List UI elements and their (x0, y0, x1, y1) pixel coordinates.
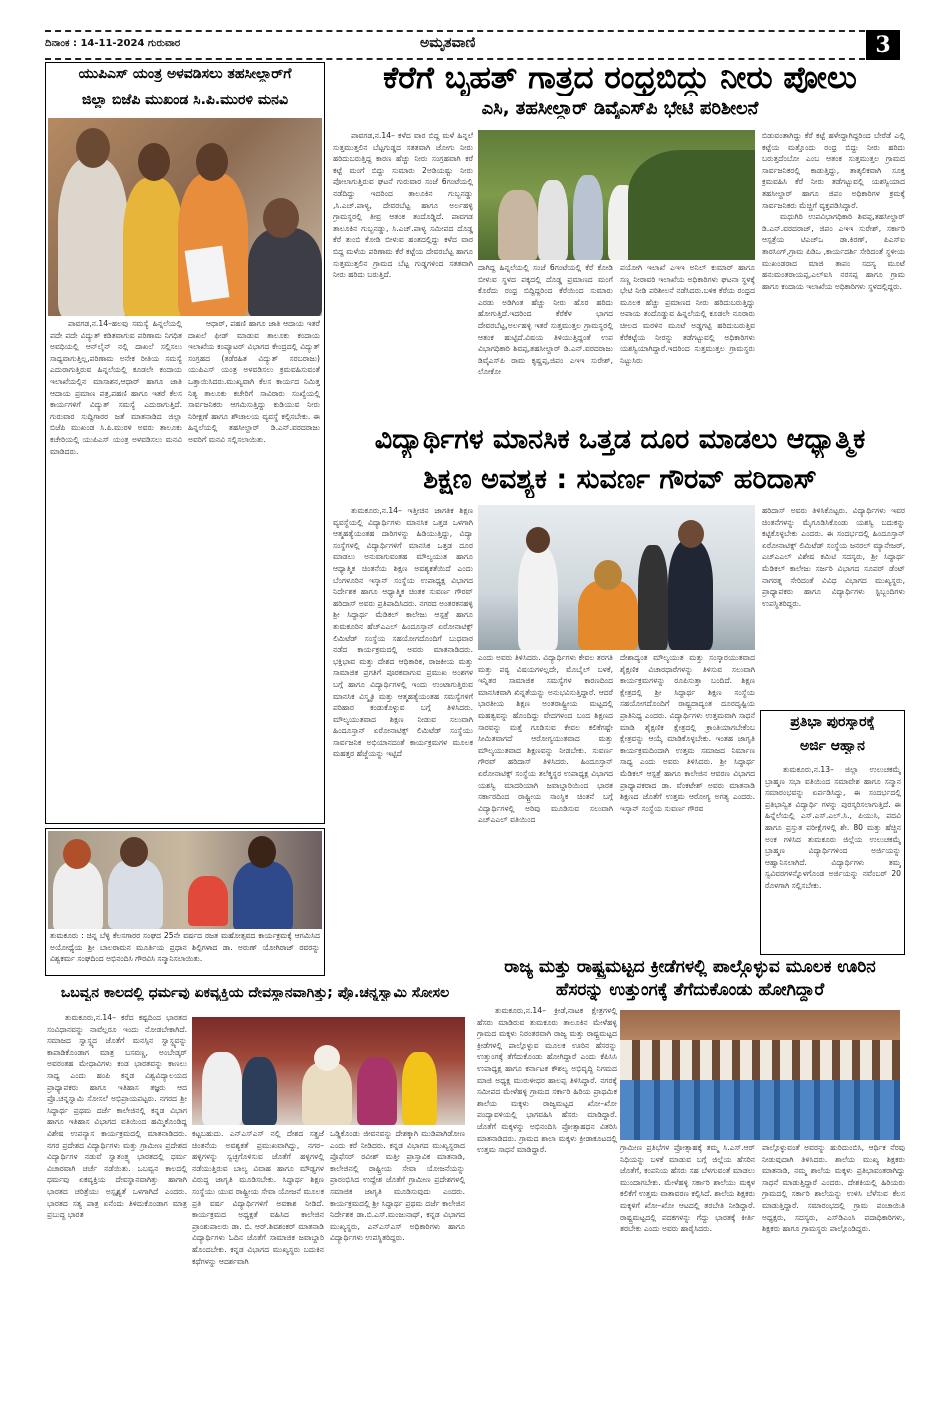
lake-body-col2: ದಾಗಿದ್ದ ಹಿನ್ನಲೆಯಲ್ಲಿ ಸಂಜೆ 6ಗಂಟೆಯಲ್ಲಿ ಕೆರೆ ಕೋಡಿ ಬೀಳುವ ಸ್ಥಳದ ಪಕ್ಕದಲ್ಲಿ ದೊಡ್ಡ ಪ್ರಮಾಣದ ಮಂಗೆ ಕೊರೆದು ರಂಧ್ರ ಬಿದ್ದಿದ್ದರಿಂದ ಕೆರೆಯಿಂದ ಸುಮಾರು ಎರಡು ಅಡಿಗಿಂತ ಹೆಚ್ಚು ನೀರು ಹೊರ ಹರಿದು ಹೋಗುತ್ತಿದೆ.ಇದರಿಂದ ಕೆರೆಕೆಳ ಭಾಗದ ದೇವರಬೆಟ್ಟ,ಅರ್ಲಹಳ್ಳಿ ಇತರೆ ಸುತ್ತಮುತ್ತಲ ಗ್ರಾಮಸ್ಥರಲ್ಲಿ ಆತಂಕ ಹುಟ್ಟಿದೆ.ವಿಷಯ ತಿಳಿಯುತ್ತಿದ್ದಂತೆ ಉಪ ವಿಭಾಗಧಿಕಾರಿ ಶಿವಪ್ಪ,ತಹಸೀಲ್ದಾರ್ ಡಿ.ಎನ್.ವರದರಾಜು ಡಿವೈಎಸ್‌ಪಿ ರಾಮ ಕೃಷ್ಣಪ್ಪ,ಜಿಪಂ ಎಇಇ ಸುರೇಶ್, ಲೋಕೋ (478, 263, 613, 377)
sports-body-col1: ತುಮಕೂರು,ನ.14– ಕ್ರೀಡೆ,ನಾಟಕ ಕ್ಷೇತ್ರಗಳಲ್ಲಿ ಹೆಸರು ಮಾಡಿರುವ ತುಮಕೂರು ತಾಲೂಕಿನ ಮೇಳೆಹಳ್ಳಿ ಗ್ರಾಮದ ಮಕ್ಕಳು ನಿರಂತರವಾಗಿ ರಾಜ್ಯ ಮತ್ತು ರಾಷ್ಟ್ರಮಟ್ಟದ ಕ್ರೀಡೆಗಳಲ್ಲಿ ಪಾಲ್ಗೊಳ್ಳುವ ಮೂಲಕ ಊರಿನ ಹೆಸರನ್ನು ಉತ್ತುಂಗಕ್ಕೆ ತೆಗೆದುಕೊಂಡು ಹೋಗಿದ್ದಾರೆ ಎಂದು ಕೆಪಿಸಿಸಿ ಉಪಾಧ್ಯಕ್ಷ ಹಾಗೂ ಕರ್ನಾಟಕ ಕೌಶಲ್ಯ ಅಭಿವೃದ್ಧಿ ನಿಗಮದ ಮಾಜಿ ಅಧ್ಯಕ್ಷ ಮುರುಳೀಧರ ಹಾಲಪ್ಪ ತಿಳಿಸಿದ್ದಾರೆ. ನಗರಕ್ಕೆ ಸಮೀಪದ ಮೇಳೆಹಳ್ಳಿ ಗ್ರಾಮದ ಸರ್ಕಾರಿ ಹಿರಿಯ ಪ್ರಾಥಮಿಕ ಶಾಲೆಯ ಮಕ್ಕಳು ರಾಜ್ಯಮಟ್ಟದ ಖೋ–ಖೋ ಪಂದ್ಯಾವಳಿಯಲ್ಲಿ ಭಾಗವಹಿಸಿ ಹೆಸರು ಮಾಡಿದ್ದಾರೆ. ಜೊತೆಗೆ ಮಕ್ಕಳನ್ನು ಅಭಿನಂದಿಸಿ ಪ್ರೋತ್ಸಾಹಧನ ವಿತರಿಸಿ ಮಾತನಾಡಿದರು. ಗ್ರಾಮದ ಶಾಲಾ ಮಕ್ಕಳು ಕ್ರೀಡಾಕೂಟದಲ್ಲಿ ಉತ್ತಮ ಸಾಧನೆ ಮಾಡಿದ್ದಾರೆ. (477, 1006, 617, 1155)
lake-headline: ಕೆರೆಗೆ ಬೃಹತ್ ಗಾತ್ರದ ರಂಧ್ರಬಿದ್ದು ನೀರು ಪೋಲು (383, 60, 857, 96)
lake-body-col3: ಪಯೋಗಿ ಇಲಾಖೆ ಎಇಇ ಅನಿಲ್ ಕುಮಾರ್ ಹಾಗೂ ಸಣ್ಣ ನೀರಾವರಿ ಇಲಾಖೆಯ ಅಧಿಕಾರಿಗಳು ಘಟನಾ ಸ್ಥಳಕ್ಕೆ ಭೇಟಿ ನೀಡಿ ಪರಿಶೀಲನೆ ನಡೆಸಿದರು.ಬಳಿಕ ಕೆರೆಯ ರಂಧ್ರದ ಮೂಲಕ ಹೆಚ್ಚು ಪ್ರಮಾಣದ ನೀರು ಹರಿದುಬರುತ್ತಿದ್ದು ಅಪಾಯ ತಂದೊಡ್ಡುವ ಹಿನ್ನಲೆಯಲ್ಲಿ ಕೂಡಲೇ ನೂರಾರು ಚೀಲದ ಮರಳಿನ ಮೂಟೆ ಅಡ್ಡಗಟ್ಟಿ ಹರಿದುಬರುತ್ತಿವ ಕೆರೆಕಟ್ಟೆಯ ನೀರನ್ನು ತಡೆಗಟ್ಟುವಲ್ಲಿ ಅಧಿಕಾರಿಗಳು ಯಶಸ್ವಿಯಾಗಿದ್ದಾರೆ.ಇದರಿಂದ ಸುತ್ತಮುತ್ತಲ ಗ್ರಾಮಸ್ಥರು ನಿಟ್ಟುಸಿರು (620, 263, 755, 365)
page-number: 3 (866, 30, 900, 60)
felicitation-photo (48, 831, 322, 929)
spiritual-felicitation-photo (478, 505, 755, 650)
spiritual-body-col3: ದೇಶಾದ್ಯಂತ ಮೌಲ್ಯಯುತ ಮತ್ತು ಸಂಸ್ಕಾರಯುತವಾದ ಶೈಕ್ಷಣಿಕ ವಿಚಾರಧಾರೆಗಳನ್ನು ತಿಳಿಸುವ ಸಲುವಾಗಿ ಕಾರ್ಯಕ್ರಮಗಳನ್ನು ರೂಪಿಸುತ್ತಾ ಬಂದಿದೆ. ಶಿಕ್ಷಣ ಕ್ಷೇತ್ರದಲ್ಲಿ ಶ್ರೀ ಸಿದ್ಧಾರ್ಥ ಶಿಕ್ಷಣ ಸಂಸ್ಥೆಯ ಸಹಯೋಗದೊಂದಿಗೆ ರಾಷ್ಟ್ರದಾದ್ಯಂತ ದೂರದೃಷ್ಟಿಯ ಪ್ರಾತಿನಿಧ್ಯ ಎಂದರು. ವಿದ್ಯಾರ್ಥಿಗಳು ಉತ್ತಮವಾಗಿ ಸಾಧನೆ ಮಾಡಿ ಶೈಕ್ಷಣಿಕ ಕ್ಷೇತ್ರದಲ್ಲಿ ಕ್ರಾಂತಿಯಾಗಬೇಕೆಂಬ ಕ್ಷೇತ್ರವನ್ನು ಆಯ್ಕೆ ಮಾಡಿಕೊಳ್ಳಬೇಕು. ಇಂತಹ ಜಾಗೃತಿ ಕಾರ್ಯಕ್ರಮದಿಂದಾಗಿ ಉತ್ತಮ ಸಮಾಜದ ನಿರ್ಮಾಣ ಸಾಧ್ಯ ಎಂದು ಅವರು ತಿಳಿಸಿದರು. ಶ್ರೀ ಸಿದ್ಧಾರ್ಥ ಮೆಡಿಕಲ್ ಆಸ್ಪತ್ರೆ ಹಾಗೂ ಕಾಲೇಜಿನ ಆವರಣ ವಿಭಾಗದ ಪ್ರಾಧ್ಯಾಪಕರಾದ ಡಾ. ವೆಂಕಟೇಶ್ ಅವರು ಮಾತನಾಡಿ ಶಿಕ್ಷಣದ ಜೊತೆಗೆ ಉತ್ತಮ ಆರೋಗ್ಯ ಅಗತ್ಯ ಎಂದರು. ಇಸ್ಕಾನ್ ಸಂಸ್ಥೆಯ ಸುವರ್ಣ ಗೌರವ (620, 653, 755, 813)
prathibha-body: ತುಮಕೂರು,ನ.13– ಜಿಲ್ಲಾ ಉಲುಚಕಮ್ಮೆ ಬ್ರಾಹ್ಮಣ ಸಭಾ ವತಿಯಿಂದ ಸಮಾವೇಶ ಹಾಗೂ ಸನ್ಮಾನ ಸಮಾರಂಭವನ್ನು ಏರ್ಪಡಿಸಿದ್ದು, ಈ ಸಂದರ್ಭದಲ್ಲಿ ಪ್ರತಿಭಾನ್ವಿತ ವಿದ್ಯಾರ್ಥಿ ಗಳನ್ನು ಪುರಸ್ಕರಿಸಲಾಗುತ್ತಿದೆ. ಈ ಹಿನ್ನೆಲೆಯಲ್ಲಿ ಎಸ್.ಎಸ್.ಎಲ್.ಸಿ., ಪಿಯುಸಿ, ಪದವಿ ಹಾಗೂ ಪ್ರಸ್ತುತ ಪರೀಕ್ಷೆಗಳಲ್ಲಿ ಶೇ. 80 ಮತ್ತು ಹೆಚ್ಚಿನ ಅಂಕ ಗಳಿಸಿದ ತುಮಕೂರು ಜಿಲ್ಲೆಯ ಉಲುಚಕಮ್ಮೆ ಬ್ರಾಹ್ಮಣ ವಿದ್ಯಾರ್ಥಿಗಳಿಂದ ಅರ್ಜಿಯನ್ನು ಆಹ್ವಾನಿಸಲಾಗಿದೆ. ವಿದ್ಯಾರ್ಥಿಗಳು ತಮ್ಮ ಸ್ವವಿವರಗಳನ್ನೊಳಗೊಂಡ ಅರ್ಜಿಯನ್ನು ನವೆಂಬರ್ 20 ರೊಳಗಾಗಿ ಸಲ್ಲಿಸಬೇಕು. (765, 765, 901, 890)
spiritual-body-col1: ತುಮಕೂರು,ನ.14– ಇತ್ತೀಚಿನ ಜಾಗತಿಕ ಶಿಕ್ಷಣ ವ್ಯವಸ್ಥೆಯಲ್ಲಿ ವಿದ್ಯಾರ್ಥಿಗಳು ಮಾನಸಿಕ ಒತ್ತಡ ಒಳಗಾಗಿ ಆತ್ಮಹತ್ಯೆಯಂತಹ ದಾರಿಗಳನ್ನು ಹಿಡಿಯುತ್ತಿದ್ದು, ವಿದ್ಯಾ ಸಂಸ್ಥೆಗಳಲ್ಲಿ ವಿದ್ಯಾರ್ಥಿಗಳಿಗೆ ಮಾನಸಿಕ ಒತ್ತಡ ದೂರ ಮಾಡಲು ಅನುವಾಗುವಂತಹ ಮೌಲ್ಯಯುತ ಹಾಗೂ ಆಧ್ಯಾತ್ಮಿಕ ಚಿಂತನೆಯ ಶಿಕ್ಷಣ ಅವಶ್ಯಕತೆಯಿದೆ ಎಂದು ಬೆಂಗಳೂರಿನ ಇಸ್ಕಾನ್ ಸಂಸ್ಥೆಯ ಉಪಾಧ್ಯಕ್ಷ ವಿಭಾಗದ ನಿರ್ದೇಶಕ ಹಾಗೂ ಆಧ್ಯಾತ್ಮಿಕ ಚಿಂತಕ ಸುವರ್ಣ ಗೌರವ್ ಹರಿದಾಸ್ ಅವರು ಪ್ರತಿಪಾದಿಸಿದರು. ನಗರದ ಅಂತರಕನಹಳ್ಳಿ ಶ್ರೀ ಸಿದ್ಧಾರ್ಥ ಮೆಡಿಕಲ್ ಕಾಲೇಜು ಆಸ್ಪತ್ರೆ ಹಾಗೂ ತುಮಕೂರಿನ ಹೆಚ್‌ಎಎಲ್ ಹಿಂದೂಸ್ತಾನ್ ಏರೋನಾಟಿಕ್ಸ್ ಲಿಮಿಟೆಡ್ ಸಂಸ್ಥೆಯ ಸಹಯೋಗದೊಂದಿಗೆ ಬುಧವಾರ ನಡೆದ ಕಾರ್ಯಕ್ರಮದಲ್ಲಿ ಅವರು ಮಾತನಾಡಿದರು. ಭಕ್ತಿಭಾವ ಮತ್ತು ದೇಶದ ಆಧಿಕಾರಿಕ, ರಾಜಕೀಯ ಮತ್ತು ಸಾಮಾಜಿಕ ಪ್ರಗತಿಗೆ ಪೂರಕವಾಗುವ ಪ್ರಮುಖ ಅಂಶಗಳ ಬಗ್ಗೆ ಹಾಗೂ ವಿದ್ಯಾರ್ಥಿಗಳಲ್ಲಿ ಇಂದು ಉಂಟಾಗುತ್ತಿರುವ ಮಾನಸಿಕ ವಿಸ್ಮೃತಿ ಮತ್ತು ಆತ್ಮಹತ್ಯೆಯಂತಹ ಸಮಸ್ಯೆಗಳಿಗೆ ಪರಿಹಾರ ಕಂಡುಕೊಳ್ಳುವ ಬಗ್ಗೆ ತಿಳಿಸಿದರು. ಮೌಲ್ಯಯುತವಾದ ಶಿಕ್ಷಣ ನೀಡುವ ಸಲುವಾಗಿ ಹಿಂದೂಸ್ತಾನ್ ಏರೋನಾಟಿಕ್ಸ್ ಲಿಮಿಟೆಡ್ ಸಂಸ್ಥೆಯು ಸಾರ್ವಜನಿಕ ಅಭಿಯಾನದಂತೆ ಕಾರ್ಯಕ್ರಮಗಳ ಮೂಲಕ ಮಹತ್ತರ ಹೆಜ್ಜೆಯನ್ನು ಇಟ್ಟಿದೆ (333, 506, 473, 759)
sports-students-photo (620, 1010, 900, 1140)
prathibha-headline-1: ಪ್ರತಿಭಾ ಪುರಸ್ಕಾರಕ್ಕೆ (790, 714, 875, 730)
temple-body-col1: ತುಮಕೂರು,ನ.14– ಕರೆದ ಕಷ್ಟದಿಂದ ಭಾರತದ ಸಂವಿಧಾನವನ್ನು ನಾವೆಲ್ಲರೂ ಇಂದು ನೋಡಬೇಕಾಗಿದೆ. ಸಮಾಜದ ಸ್ವಾಸ್ಥ್ಯದ ಜೊತೆಗೆ ಮನಸ್ಸಿನ ಸ್ವಾಸ್ಥ್ಯವನ್ನು ಕಾಪಾಡಿಕೊಂಡಾಗ ಮಾತ್ರ ಬಸವಣ್ಣ, ಅಂಬೇಡ್ಕರ್ ಅವರಂತಹ ಮೇಧಾವಿಗಳು ಕಂಡ ಭಾರತವನ್ನು ಕಾಣಲು ಸಾಧ್ಯ ಎಂದು ಹಂಪಿ ಕನ್ನಡ ವಿಶ್ವವಿದ್ಯಾಲಯದ ಪ್ರಾಧ್ಯಾಪಕರು ಹಾಗೂ ಇತಿಹಾಸ ತಜ್ಞರು ಆದ ಪ್ರೊ.ಚನ್ನಸ್ವಾಮಿ ಸೋಸಲೆ ಅಭಿಪ್ರಾಯಪಟ್ಟರು. ನಗರದ ಶ್ರೀ ಸಿದ್ಧಾರ್ಥ ಪ್ರಥಮ ದರ್ಜೆ ಕಾಲೇಜಿನಲ್ಲಿ ಕನ್ನಡ ವಿಭಾಗ ಹಾಗೂ ಇತಿಹಾಸ ವಿಭಾಗದ ವತಿಯಿಂದ ಹಮ್ಮಿಕೊಂಡಿದ್ದ ವಿಶೇಷ ಉಪನ್ಯಾಸ ಕಾರ್ಯಕ್ರಮದಲ್ಲಿ ಮಾತನಾಡಿದರು. ನಗರ ಪ್ರದೇಶದ ವಿದ್ಯಾರ್ಥಿಗಳು ಮತ್ತು ಗ್ರಾಮೀಣ ಪ್ರದೇಶದ ವಿದ್ಯಾರ್ಥಿಗಳ ನಡುವೆ ಸ್ವಾತಂತ್ರ್ಯ ಭಾರತದಲ್ಲಿ ಧರ್ಮ ವಿಚಾರವಾಗಿ ಚರ್ಚೆ ನಡೆಯಿತು. ಒಬವ್ವನ ಕಾಲದಲ್ಲಿ ಧರ್ಮವು ಏಕವ್ಯಕ್ತಿಯ ದೇವಸ್ಥಾನವಾಗಿತ್ತು ಹಾಗಾಗಿ ಭಾರತದ ಚರಿತ್ರೆಯು ಅಸ್ಪೃಶ್ಯತೆ ಒಳಗಾಗಿದೆ ಎಂದರು. ಭಾರತದ ಸತ್ಯ ಪಾತ್ರ ಏನೆಂದು ತಿಳಿದುಕೊಂಡಾಗ ಮಾತ್ರ ಪ್ರಬುದ್ಧ ಭಾರತ (47, 1013, 187, 1220)
lake-subheadline: ಎಸಿ, ತಹಸೀಲ್ದಾರ್ ಡಿವೈಎಸ್‌ಪಿ ಭೇಟಿ ಪರಿಶೀಲನೆ (481, 98, 759, 119)
sports-headline-2: ಹೆಸರನ್ನು ಉತ್ತುಂಗಕ್ಕೆ ತೆಗೆದುಕೊಂಡು ಹೋಗಿದ್ದಾರೆ (555, 980, 825, 1000)
ups-memorandum-photo (48, 118, 322, 316)
paper-name: ಅಮೃತವಾಣಿ (420, 35, 476, 51)
spiritual-headline-1: ವಿದ್ಯಾರ್ಥಿಗಳ ಮಾನಸಿಕ ಒತ್ತಡ ದೂರ ಮಾಡಲು ಆಧ್ಯಾತ್ಮಿಕ (374, 424, 866, 455)
sports-headline-1: ರಾಜ್ಯ ಮತ್ತು ರಾಷ್ಟ್ರಮಟ್ಟದ ಕ್ರೀಡೆಗಳಲ್ಲಿ ಪಾಲ್ಗೊಳ್ಳುವ ಮೂಲಕ ಊರಿನ (504, 957, 876, 977)
ups-body-col1: ಪಾವಗಡ,ನ.14–ಹಲವು ಸಮಸ್ಯೆ ಹಿನ್ನಲೆಯಲ್ಲಿ ಪದೇ ಪದೇ ವಿದ್ಯುತ್ ಕಡಿತವಾಗುವ ಪರಿಣಾಮ ನಿಗಧಿತ ಅವಧಿಯಲ್ಲಿ ಆನ್‌ಲೈನ್ ನಲ್ಲಿ ದಾಖಲೆ ಸಲ್ಲಿಸಲು ಸಾಧ್ಯವಾಗುತ್ತಿಲ್ಲ,ಪರಿಣಾಮ ಅನೇಕ ರೀತಿಯ ಸಮಸ್ಯೆ ಎದುರಾಗುತ್ತಿರುವ ಹಿನ್ನಲೆಯಲ್ಲಿ ಕೂಡಲೇ ಕಂದಾಯ ಇಲಾಖೆಯಲ್ಲಿನ ಮಾಸಾಶನ,ಆಧಾರ್ ಹಾಗೂ ಜಾತಿ ಆದಾಯ ಪ್ರಮಾಣ ಪತ್ರ,ಪಹಣಿ ಹಾಗೂ ಇತರೆ ಕೆಲಸ ಕಾರ್ಯಗಳಿಗೆ ವಿದ್ಯುತ್ ಸಮಸ್ಯೆ ಎದುರಾಗುತ್ತಿದೆ. ಗುರುವಾರ ಸುದ್ದಿಗಾರರ ಜತೆ ಮಾತನಾಡಿದ ಜಿಲ್ಲಾ ಬಿಜೆಪಿ ಮುಖಂಡ ಸಿ.ಪಿ.ಮುರಳಿ ಅವರು ತಾಲೂಕು ಕಚೇರಿಯಲ್ಲಿ ಯುಪಿಎಸ್ ಯಂತ್ರ ಅಳವಡಿಸಲು ಮನವಿ ಮಾಡಿದರು. (50, 319, 182, 456)
prathibha-headline-2: ಅರ್ಜಿ ಆಹ್ವಾನ (800, 738, 865, 754)
temple-lecture-photo (192, 1017, 465, 1125)
spiritual-headline-2: ಶಿಕ್ಷಣ ಅವಶ್ಯಕ : ಸುವರ್ಣ ಗೌರವ್ ಹರಿದಾಸ್ (423, 464, 817, 495)
felicitation-caption: ತುಮಕೂರು : ಚಿನ್ನ ಬೆಳ್ಳಿ ಕೆಲಸಗಾರರ ಸಂಘದ 25ನೇ ವರ್ಷದ ರಜತ ಮಹೋತ್ಸವದ ಕಾರ್ಯಕ್ರಮಕ್ಕೆ ಆಗಮಿಸಿದ ಅಯೋಧ್ಯೆಯ ಶ್ರೀ ಬಾಲರಾಮನ ಮೂರ್ತಿಯ ಪ್ರಧಾನ ಶಿಲ್ಪಿಗಳಾದ ಡಾ. ಅರುಣ್ ಯೋಗಿರಾಜ್ ರವರನ್ನು ವಿಶ್ವಕರ್ಮ ಸಂಘದಿಂದ ಅಭಿನಂದಿಸಿ ಗೌರವಿಸಿ ಸನ್ಮಾನಿಸಲಾಯಿತು. (50, 931, 320, 964)
temple-body-col3: ಒಡ್ಡಿಕೊಂಡು ಜೀವನವನ್ನು ದೇಶಕ್ಕಾಗಿ ಮುಡಿಪಾಗಿಡೋಣ ಎಂದು ಕರೆ ನೀಡಿದರು. ಕನ್ನಡ ವಿಭಾಗದ ಮುಖ್ಯಸ್ಥರಾದ ಪ್ರೊಫೆಸರ್ ರವೀಶ್ ಮತ್ತೀ ಪ್ರಾಸ್ತಾವಿಕ ಮಾತನಾಡಿ, ಕಾಲೇಜಿನಲ್ಲಿ ರಾಷ್ಟ್ರೀಯ ಸೇವಾ ಯೋಜನೆಯನ್ನು ಪ್ರಾರಂಭಿಸಿದ ಉದ್ದೇಶ ಜೊತೆಗೆ ಗ್ರಾಮೀಣ ಪ್ರದೇಶಗಳಲ್ಲಿ ಸಮಾಜಿಕ ಜಾಗೃತಿ ಮೂಡಿಸುವುದು ಎಂದರು. ಕಾರ್ಯಕ್ರಮದಲ್ಲಿ ಶ್ರೀ ಸಿದ್ಧಾರ್ಥ ಪ್ರಥಮ ದರ್ಜೆ ಕಾಲೇಜಿನ ನಿರ್ದೇಶಕ ಡಾ.ಬಿ.ಎಸ್.ಮಂಜುನಾಥ್, ಕನ್ನಡ ವಿಭಾಗದ ಮುಖ್ಯಸ್ಥರು, ಎನ್‌ಎಸ್‌ಎಸ್ ಅಧಿಕಾರಿಗಳು ಹಾಗೂ ವಿದ್ಯಾರ್ಥಿಗಳು ಉಪಸ್ಥಿತರಿದ್ದರು. (330, 1129, 465, 1243)
ups-headline-2: ಜಿಲ್ಲಾ ಬಿಜೆಪಿ ಮುಖಂಡ ಸಿ.ಪಿ.ಮುರಳಿ ಮನವಿ (82, 92, 288, 108)
sports-photo-caption: ಗ್ರಾಮೀಣ ಪ್ರತಿಭೆಗಳ ಪ್ರೋತ್ಸಾಹಕ್ಕೆ ತಮ್ಮ ಸಿ.ಎಸ್.ಆರ್ ನಿಧಿಯನ್ನು ಬಳಕೆ ಮಾಡುವ ಬಗ್ಗೆ ಜಿಲ್ಲೆಯ ಹೆಸರಿನ ಜೊತೆಗೆ, ಕಂಪನಿಯ ಹೆಸರು ಸಹ ಬೆಳಗುವಂತೆ ಮಾಡಲು ಮುಂದಾಗಬೇಕು. ಮೇಳೆಹಳ್ಳಿ ಸರ್ಕಾರಿ ಶಾಲೆಯು ಮಕ್ಕಳ ಕಲಿಕೆಗೆ ಉತ್ತಮ ವಾತಾವರಣ ಕಲ್ಪಿಸಿದೆ. ಶಾಲೆಯ ಶಿಕ್ಷಕರು ಮಕ್ಕಳಿಗೆ ಖೋ–ಖೋ ಆಟದಲ್ಲಿ ತರಬೇತಿ ನೀಡಿದ್ದಾರೆ. ರಾಷ್ಟ್ರಮಟ್ಟದಲ್ಲಿ ಪದಕಗಳನ್ನು ಗೆದ್ದು ಭಾರತಕ್ಕೆ ಕೀರ್ತಿ ತರಬೇಕು ಎಂದು ಅವರು ಹಾರೈಸಿದರು. (620, 1143, 755, 1234)
masthead-top-rule (45, 30, 865, 32)
lake-body-col1: ಪಾವಗಡ,ನ.14– ಕಳೆದ ವಾರ ಬಿದ್ದ ಮಳೆ ಹಿನ್ನಲೆ ಸುತ್ತಮುತ್ತಲಿನ ಬೆಟ್ಟಗುಡ್ಡದ ಸತತವಾಗಿ ಜೋಗು ನೀರು ಹರಿದುಬರುತ್ತಿದ್ದ ಕಾರಣ ಹೆಚ್ಚು ನೀರು ಸಂಗ್ರಹವಾಗಿ ಕರೆ ಕಟ್ಟೆ ಮಂಗೆ ಬಿದ್ದು ಸುಮಾರು 2ಅಡಿಯಷ್ಟು ನೀರು ಪೋಲಾಗುತ್ತಿರುವ ಘಟನೆ ಗುರುವಾರ ಸಂಜೆ 6ಗಂಟೆಯಲ್ಲಿ ನಡೆದಿದ್ದು ಇದರಿಂದ ತಾಲೂಕಿನ ಗುಬ್ಬನಡ್ಡು ,ಸಿ.ಎಚ್.ಪಾಳ್ಯ, ದೇವರಬೆಟ್ಟ ಹಾಗೂ ಅರ್ಲಹಳ್ಳಿ ಗ್ರಾಮಸ್ಥರಲ್ಲಿ ತೀವ್ರ ಆತಂಕ ತಂದೊಡ್ಡಿದೆ. ಪಾವಗಡ ತಾಲೂಕಿನ ಗುಬ್ಬನಡ್ಡು, ಸಿ.ಎಚ್.ಪಾಳ್ಯ ಸಮೀಪದ ದೊಡ್ಡ ಕೆರೆ ತುಂಬಿ ಕೋಡಿ ಬೀಳುವ ಹಂತದಲ್ಲಿದ್ದು ಕಳೆದ ವಾರ ಬಿದ್ದ ಮಳೆಯ ಪರಿಣಾಮ ಕೆರೆ ಕಟ್ಟೆಯ ದೇವರಬೆಟ್ಟ ಹಾಗೂ ಸುತ್ತಮುತ್ತಲಿನ ಗ್ರಾಮದ ಬೆಟ್ಟ ಗುಡ್ಡಗಳಿಂದ ಸತತವಾಗಿ ನೀರು ಹರಿದು ಬರುತ್ತಿದೆ. (333, 131, 473, 280)
ups-headline-1: ಯುಪಿಎಸ್ ಯಂತ್ರ ಅಳವಡಿಸಲು ತಹಸೀಲ್ದಾರ್‌ಗೆ (78, 66, 292, 82)
sports-body-col3: ಪಾಲ್ಗೊಳ್ಳುವಂತೆ ಅವರನ್ನು ಹುರಿದುಂಬಿಸಿ, ಆರ್ಥಿಕ ನೆರವು ನೀಡುವುದಾಗಿ ತಿಳಿಸಿದರು. ಶಾಲೆಯ ಮುಖ್ಯ ಶಿಕ್ಷಕರು ಮಾತನಾಡಿ, ನಮ್ಮ ಶಾಲೆಯ ಮಕ್ಕಳು ಪ್ರತಿಭಾವಂತರಾಗಿದ್ದು ಸಾಧನೆ ಮಾಡುತ್ತಿದ್ದಾರೆ ಎಂದರು. ದೇಶಕಿಯಲ್ಲಿ ಹಿರಿಯರು ಗ್ರಾಮದಲ್ಲಿ ಸರ್ಕಾರಿ ಶಾಲೆಯನ್ನು ಉಳಿಸಿ ಬೆಳೆಸುವ ಕೆಲಸ ಮಾಡುತ್ತಿದ್ದಾರೆ. ಸಮಾರಂಭದಲ್ಲಿ ಗ್ರಾಮ ಪಂಚಾಯಿತಿ ಅಧ್ಯಕ್ಷರು, ಸದಸ್ಯರು, ಎಸ್‌ಡಿಎಂಸಿ ಪದಾಧಿಕಾರಿಗಳು, ಶಿಕ್ಷಕರು ಹಾಗೂ ಗ್ರಾಮಸ್ಥರು ಪಾಲ್ಗೊಂಡಿದ್ದರು. (762, 1143, 905, 1234)
temple-headline: ಒಬವ್ವನ ಕಾಲದಲ್ಲಿ ಧರ್ಮವು ಏಕವ್ಯಕ್ತಿಯ ದೇವಸ್ಥಾನವಾಗಿತ್ತು; ಪ್ರೊ.ಚನ್ನಸ್ವಾಮಿ ಸೋಸಲ (60, 985, 450, 1001)
lake-body-col4: ಬಿಡುವಂತಾಗಿದ್ದು ಕೆರೆ ಕಟ್ಟೆ ಹಳೇದ್ದಾಗಿದ್ದರಿಂದ ಬೇರೆಡೆ ಎಲ್ಲಿ ಕಟ್ಟೆಯ ಮತ್ತೊಂದು ರಂಧ್ರ ಬಿದ್ದು ನೀರು ಹರಿದು ಬರುತ್ತದೆಂಬೋ ಎಂಬ ಆತಂಕ ಸುತ್ತಮುತ್ತಲ ಗ್ರಾಮದ ಸಾರ್ವಜನಿಕರಲ್ಲಿ ಕಾಡುತ್ತಿದ್ದು, ತಾತ್ಕಲಿಕವಾಗಿ ಸೂಕ್ತ ಕ್ರಮವಹಿಸಿ ಕೆರೆ ನೀರು ತಡೆಗಟ್ಟುವಲ್ಲಿ ಯಶಸ್ವಿಯಾದ ತಹಸೀಲ್ದಾರ್ ಹಾಗೂ ಜಿಪಂ ಅಧಿಕಾರಿಗಳ ಕ್ರಮಕ್ಕೆ ಸಾರ್ವಜನಿಕರು ಮೆಚ್ಚಿಗೆ ವ್ಯಕ್ತಪಡಿಸಿದ್ದಾರೆ. ಮಧುಗಿರಿ ಉಪವಿಭಾಗಧಿಕಾರಿ ಶಿವಪ್ಪ,ತಹಸೀಲ್ದಾರ್ ಡಿ.ಎನ್.ವರದರಾಜ್, ಜಿಪಂ ಎಇಇ ಸುರೇಶ್, ಸರ್ಕಾರಿ ಆಸ್ಪತ್ರೆಯ ಟಿಎಚ್‌ಒ ಡಾ.ಕಿರಣ್, ಪಿಎಸ್‌ಐ ತಾರಸಿಂಗ್,ಗ್ರಾಮ ಪಿಡಿಒ ,ಕಾರ್ಯದರ್ಶಿ ಸೇರಿದಂತೆ ಸ್ಥಳೀಯ ಮುಖಂಡರಾದ ಮಾಜಿ ತಾಪಂ ಸದಸ್ಯ ಮೂಟೆ ಹನುಮಂತರಾಯಪ್ಪ,ಎಲ್‌ಐಸಿ ನರಸಪ್ಪ ಹಾಗೂ ಗ್ರಾಮ ಹಾಗೂ ಕಂದಾಯ ಇಲಾಖೆಯ ಅಧಿಕಾರಿಗಳು ಸ್ಥಳದಲ್ಲಿದ್ದರು. (762, 131, 905, 291)
spiritual-body-col4: ಹರಿದಾಸ್ ಅವರು ತಿಳಿಸಿಕೊಟ್ಟರು. ವಿದ್ಯಾರ್ಥಿಗಳು ಇವರ ಚಿಂತನೆಗಳನ್ನು ಮೈಗೂಡಿಸಿಕೊಂಡು ಯಶಸ್ವಿ ಬದುಕನ್ನು ಕಟ್ಟಿಕೊಳ್ಳಬೇಕು ಎಂದರು. ಈ ಸಂದರ್ಭದಲ್ಲಿ ಹಿಂದೂಸ್ತಾನ್ ಏರೋನಾಟಿಕ್ಸ್ ಲಿಮಿಟೆಡ್ ಸಂಸ್ಥೆಯ ಜನರಲ್ ಮ್ಯಾನೇಜರ್, ಎಚ್‌ಎಎಲ್ ವಿಶೇಷ ಕಮಿಟಿ ಸದಸ್ಯರು, ಶ್ರೀ ಸಿದ್ಧಾರ್ಥ ಮೆಡಿಕಲ್ ಕಾಲೇಜು ಸರ್ಜರಿ ವಿಭಾಗದ ಸೂಪರ್ ಡೆಂಟ್ ನಾಗರತ್ನ ಸೇರಿದಂತೆ ವಿವಿಧ ವಿಭಾಗದ ಮುಖ್ಯಸ್ಥರು, ಪ್ರಾಧ್ಯಾಪಕರು ಹಾಗೂ ವಿದ್ಯಾರ್ಥಿಗಳು ಸ್ಟಿಬ್ಬಂದಿಗಳು ಉಪಸ್ಥಿತರಿದ್ದರು. (762, 506, 905, 608)
lake-inspection-photo (478, 130, 755, 260)
spiritual-body-col2: ಎಂದು ಅವರು ತಿಳಿಸಿದರು. ವಿದ್ಯಾರ್ಥಿಗಳು ಕೇವಲ ತರಗತಿ ಮತ್ತು ಪಠ್ಯ ವಿಷಯಗಳಲ್ಲದೇ, ಮೊಬೈಲ್ ಬಳಕೆ, ಇನ್ನಿತರ ಸಾಮಾಜಿಕ ಸಮಸ್ಯೆಗಳ ಕಾರಣದಿಂದ ಮಾನಸಿಕವಾಗಿ ಖಿನ್ನತೆಯನ್ನು ಅನುಭವಿಸುತ್ತಿದ್ದಾರೆ. ಆದರೆ ಭಾರತೀಯ ಶಿಕ್ಷಣ ಅಂತರಾಷ್ಟ್ರೀಯ ಮಟ್ಟದಲ್ಲಿ ಮಹತ್ವವನ್ನು ಹೊಂದಿದ್ದು ವೇದಗಳಂದ ಬಂದ ಶಿಕ್ಷಣದ ಸಾರವನ್ನು ಮತ್ತೆ ಗೂಡಿಸುವ ಕೇವಲ ಕಲಿಕೆಗಷ್ಟೇ ಸೀಮಿತವಾಗದೆ ಆರೋಗ್ಯಯುತವಾದ ಮತ್ತು ಮೌಲ್ಯಯುತವಾದ ಶಿಕ್ಷಣವನ್ನು ನೀಡಬೇಕು. ಸುವರ್ಣ ಗೌರವ್ ಹರಿದಾಸ್ ತಿಳಿಸಿದರು. ಹಿಂದೂಸ್ತಾನ್ ಏರೋನಾಟಿಕ್ಸ್ ಸಂಸ್ಥೆಯ ತಲೆಕ್ಮಸ್ಥರ ಉಪಾಧ್ಯಕ್ಷ ವಿಭಾಗದ ಯಶಸ್ವಿ ಮಾದರಿಯಾಗಿ ಜವಾಬ್ದಾರಿಯಿಂದ ಭಾರತ ಸರ್ಕಾರದಿಂದ ರಾಷ್ಟ್ರೀಯ ಸಾಂಸ್ಥಿಕ ಚಿಂತನೆ ಬಗ್ಗೆ ವಿದ್ಯಾರ್ಥಿಗಳಲ್ಲಿ ಅರಿವು ಮೂಡಿಸುವ ಸಲುವಾಗಿ ಎಚ್‌ಎಎಲ್ ವತಿಯಿಂದ (478, 653, 613, 825)
temple-body-col2: ಕಟ್ಟಬಹುದು. ಎನ್‌ಎಸ್‌ಎಸ್ ನಲ್ಲಿ ದೇಶದ ಸತ್ಪ್ರಜೆ ಚಿಂತನೆಯ ಅವಶ್ಯಕತೆ ಪ್ರಮುಖವಾಗಿದ್ದು, ನಗರ–ಹಳ್ಳಿಗಳನ್ನು ಸ್ವಚ್ಛಗೊಳಿಸುವ ಜೊತೆಗೆ ಹಳ್ಳಿಗಳಲ್ಲಿ ನಡೆಯುತ್ತಿರುವ ಬಾಲ್ಯ ವಿವಾಹ ಹಾಗೂ ಮೌಢ್ಯಗಳ ವಿರುದ್ಧ ಜಾಗೃತಿ ಮೂಡಿಸಬೇಕು. ಸಿದ್ಧಾರ್ಥ ಶಿಕ್ಷಣ ಸಂಸ್ಥೆಯು ಯುವ ರಾಷ್ಟ್ರೀಯ ಸೇವಾ ಯೋಜನೆ ಮೂಲಕ ಪ್ರತಿ ವರ್ಷ ವಿದ್ಯಾರ್ಥಿಗಳಿಗೆ ಅವಕಾಶ ನೀಡಿದೆ. ಕಾರ್ಯಕ್ರಮದ ಅಧ್ಯಕ್ಷತೆ ವಹಿಸಿದ ಕಾಲೇಜಿನ ಪ್ರಾಂಶುಪಾಲರು ಡಾ. ಬಿ. ಆರ್.ಶಿವಶಂಕರ್ ಮಾತನಾಡಿ ವಿದ್ಯಾರ್ಥಿಗಳು ಓದಿನ ಜೊತೆಗೆ ಸಾಮಾಜಿಕ ಜವಾಬ್ದಾರಿ ಹೊಂದಬೇಕು. ಕನ್ನಡ ವಿಭಾಗದ ಮುಖ್ಯಸ್ಥರು ಬದುಕಿನ ಕಥೆಗಳನ್ನು ಆದರ್ಶವಾಗಿ (192, 1129, 324, 1266)
ups-body-col2: ಆಧಾರ್, ಪಹಣಿ ಹಾಗೂ ಜಾತಿ ಆದಾಯ ಇತರೆ ದಾಖಲೆ ಫೀಡ್ ಮಾಡುವ ತಾಲೂಕು ಕಂದಾಯ ಇಲಾಖೆಯ ಕಂಪ್ಯೂಟರ್ ವಿಭಾಗದ ಕೇಂದ್ರದಲ್ಲಿ ವಿದ್ಯುತ್ ಸಂಗ್ರಹದ (ತಡೆರಹಿತ ವಿದ್ಯುತ್ ಸರಬರಾಜು) ಯುಪಿಎಸ್ ಯಂತ್ರ ಅಳವಡಿಸಲು ಕ್ರಮವಹಿಸುವಂತೆ ಒತ್ತಾಯಿಸಿದರು.ಮುಖ್ಯವಾಗಿ ಕೆಲಸ ಕಾರ್ಯದ ನಿಮಿತ್ತ ನಿತ್ಯ ತಾಲೂಕು ಕಚೇರಿಗೆ ಸಾವಿರಾರು ಸಂಖ್ಯೆಯಲ್ಲಿ ಸಾರ್ವಜನಿಕರು ಆಗಮಿಸುತ್ತಿದ್ದು ಕುಡಿಯುವ ನೀರು ನಿರೀಕ್ಷಣೆ ಹಾಗೂ ಶೌಚಾಲಯ ವ್ಯವಸ್ಥೆ ಕಲ್ಪಿಸಬೇಕು. ಈ ಹಿನ್ನಲೆಯಲ್ಲಿ ತಹಸೀಲ್ದಾರ್ ಡಿ.ಎನ್.ವರದರಾಜು ಅವರಿಗೆ ಮನವಿ ಸಲ್ಲಿಸಲಾಯಿತು. (188, 319, 320, 444)
issue-date: ದಿನಾಂಕ : 14-11-2024 ಗುರುವಾರ (45, 38, 181, 49)
